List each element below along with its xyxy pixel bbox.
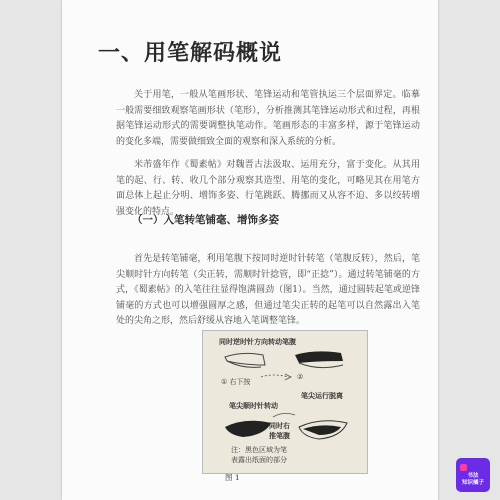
stroke-fill-bottom-left [225, 421, 271, 437]
label-simul-2: 推笔腹 [269, 432, 290, 440]
label-note-2: 表露出纸面的部分 [231, 456, 287, 464]
paragraph-2: 米芾盛年作《蜀素帖》对魏晋古法汲取、运用充分，富于变化。从其用笔的起、行、转、收几个部分观察其造型、用笔的变化，可略见其在用笔方面总体上起止分明、增饰多姿、行笔跳跃、腾挪而又从容不迫、多以绞转增强变化的特点。 [116, 160, 420, 217]
stroke-fill-right [295, 351, 343, 363]
book-page [62, 0, 438, 500]
paragraph-1: 关于用笔，一般从笔画形状、笔锋运动和笔管执运三个层面界定。临摹一般需要细致观察笔画形状（笔形），分析推测其笔锋运动形式和过程，再根据笔锋运动形式的需要调整执笔动作。笔画形态的丰富多样，源于笔锋运动的变化多端，需要做细致全面的观察和深入系统的分析。 [116, 90, 420, 147]
badge-line2: 知识橘子 [461, 480, 484, 486]
label-tip-rotate: 笔尖顺时针转动 [229, 402, 278, 410]
figure-1-illustration [202, 330, 368, 474]
arrow-guide [261, 375, 289, 377]
badge-dot-icon [460, 464, 467, 471]
label-top: 同时逆时针方向转动笔腹 [219, 338, 296, 346]
label-step1: ① 右下按 [221, 378, 251, 386]
stroke-curve-right [299, 363, 343, 368]
paragraph-3: 首先是转笔铺毫，利用笔腹下按同时逆时针转笔（笔腹反转），然后，笔尖顺时针方向转笔（尖正转，需顺时针捻管，即“正捻”）。通过转笔铺毫的方式，《蜀素帖》的入笔往往显得饱满圆劲（图1）。当然，通过圆转起笔或逆锋铺毫的方式也可以增强圆厚之感，但通过笔尖正转的起笔可以自然露出入笔处的尖角之形，然后舒缓从容地入笔调整笔锋。 [116, 254, 420, 326]
arrow-guide-2 [273, 413, 295, 417]
label-note-1: 注：黑色区域为笔 [231, 446, 287, 454]
badge-line1: 书法 [467, 473, 479, 479]
stroke-inner-bottom-right [303, 425, 341, 435]
figure-caption: 图 1 [225, 473, 240, 482]
watermark-badge [456, 458, 490, 492]
badge-text [458, 473, 488, 487]
label-simul-1: 同时右 [269, 422, 290, 430]
label-step2: ② [297, 373, 304, 381]
arrow-head [285, 374, 291, 380]
section-heading: （一）入笔转笔铺毫、增饰多姿 [132, 214, 279, 226]
chapter-title: 一、用笔解码概说 [98, 40, 283, 66]
label-tip-separate: 笔尖运行脱离 [301, 392, 343, 400]
